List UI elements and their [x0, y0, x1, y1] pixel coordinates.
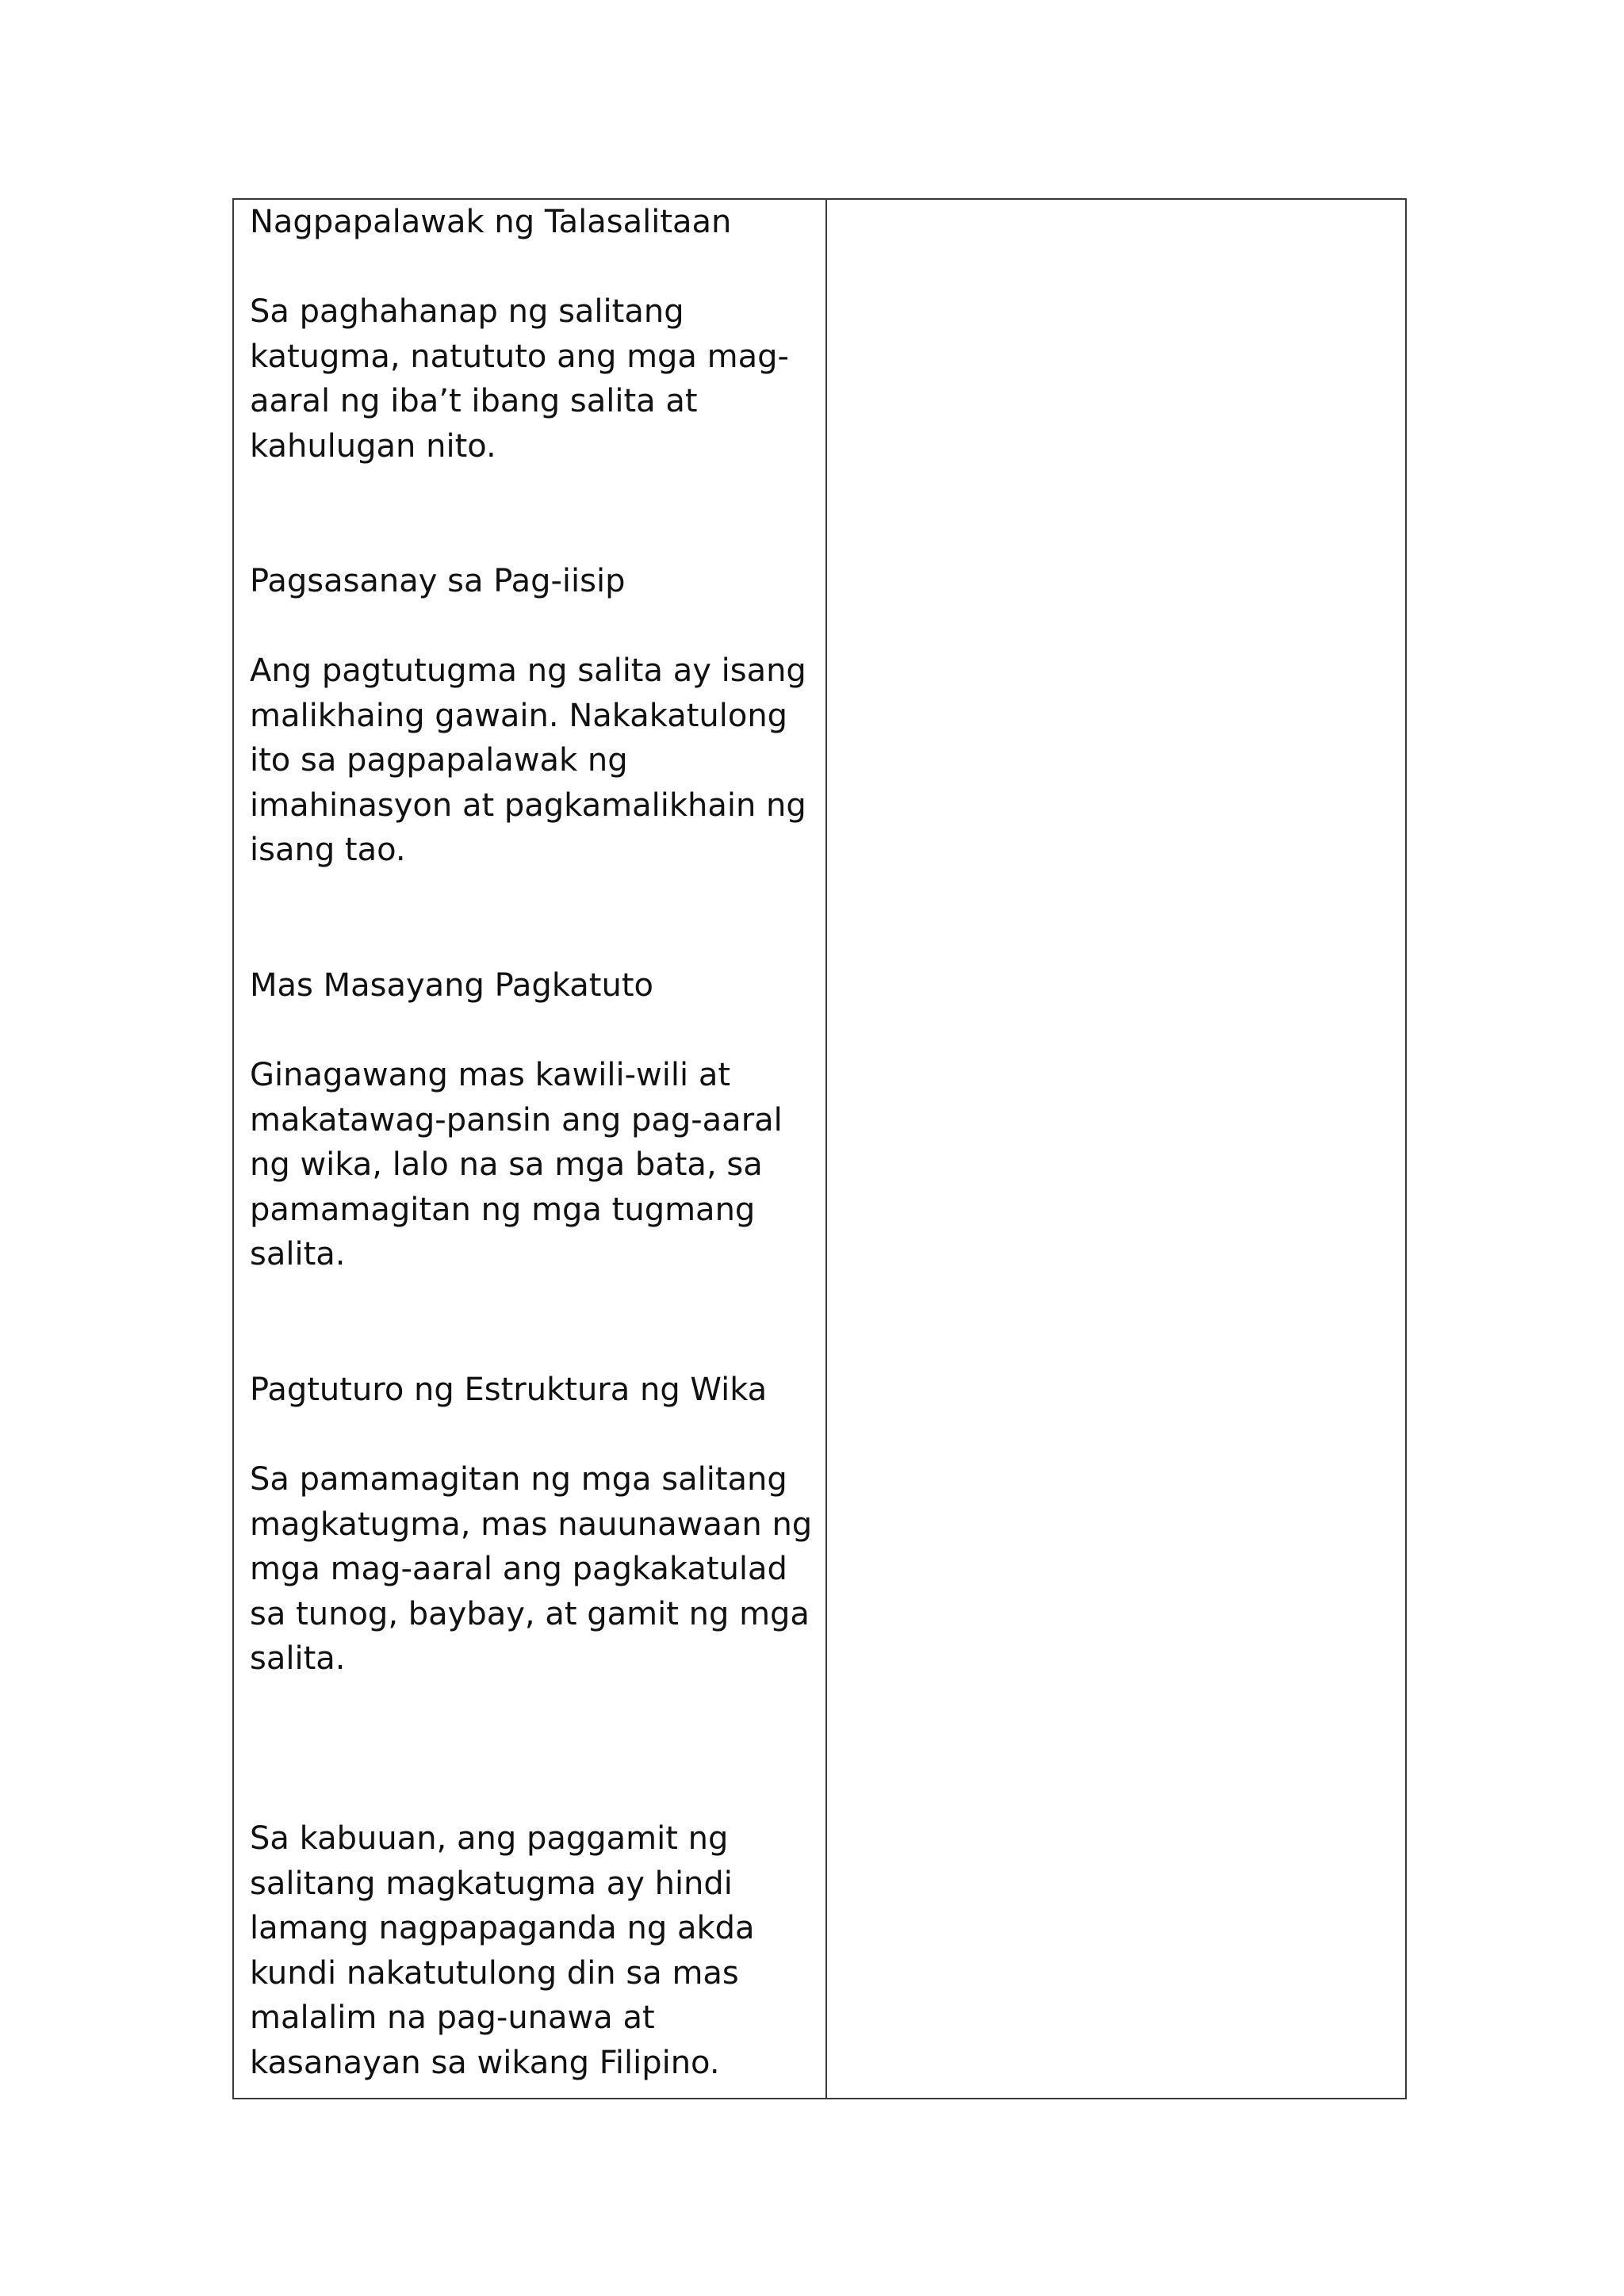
conclusion-paragraph: Sa kabuuan, ang paggamit ng salitang magkatugma ay hindi lamang nagpapaganda ng akda kundi nakatutulong din sa mas malalim na pag-unawa at kasanayan sa wikang Filipino. — [250, 1820, 755, 2081]
section-body-talasalitaan: Sa paghahanap ng salitang katugma, natututo ang mga mag- aaral ng iba’t ibang salita at kahulugan nito. — [250, 293, 789, 465]
section-body-pagkatuto: Ginagawang mas kawili-wili at makatawag-pansin ang pag-aaral ng wika, lalo na sa mga bata, sa pamamagitan ng mga tugmang salita. — [250, 1057, 783, 1273]
table-right-column-empty — [827, 200, 1405, 2098]
section-heading-estruktura: Pagtuturo ng Estruktura ng Wika — [250, 1372, 768, 1408]
section-heading-pagkatuto: Mas Masayang Pagkatuto — [250, 967, 653, 1004]
section-heading-talasalitaan: Nagpapalawak ng Talasalitaan — [250, 204, 732, 240]
content-table — [232, 198, 1407, 2099]
table-left-column — [234, 200, 827, 2098]
section-body-estruktura: Sa pamamagitan ng mga salitang magkatugma, mas nauunawaan ng mga mag-aaral ang pagkakatulad sa tunog, baybay, at gamit ng mga salita. — [250, 1461, 813, 1678]
section-body-pag-iisip: Ang pagtutugma ng salita ay isang malikhaing gawain. Nakakatulong ito sa pagpapalawak ng imahinasyon at pagkamalikhain ng isang tao. — [250, 652, 806, 869]
section-heading-pag-iisip: Pagsasanay sa Pag-iisip — [250, 563, 626, 599]
